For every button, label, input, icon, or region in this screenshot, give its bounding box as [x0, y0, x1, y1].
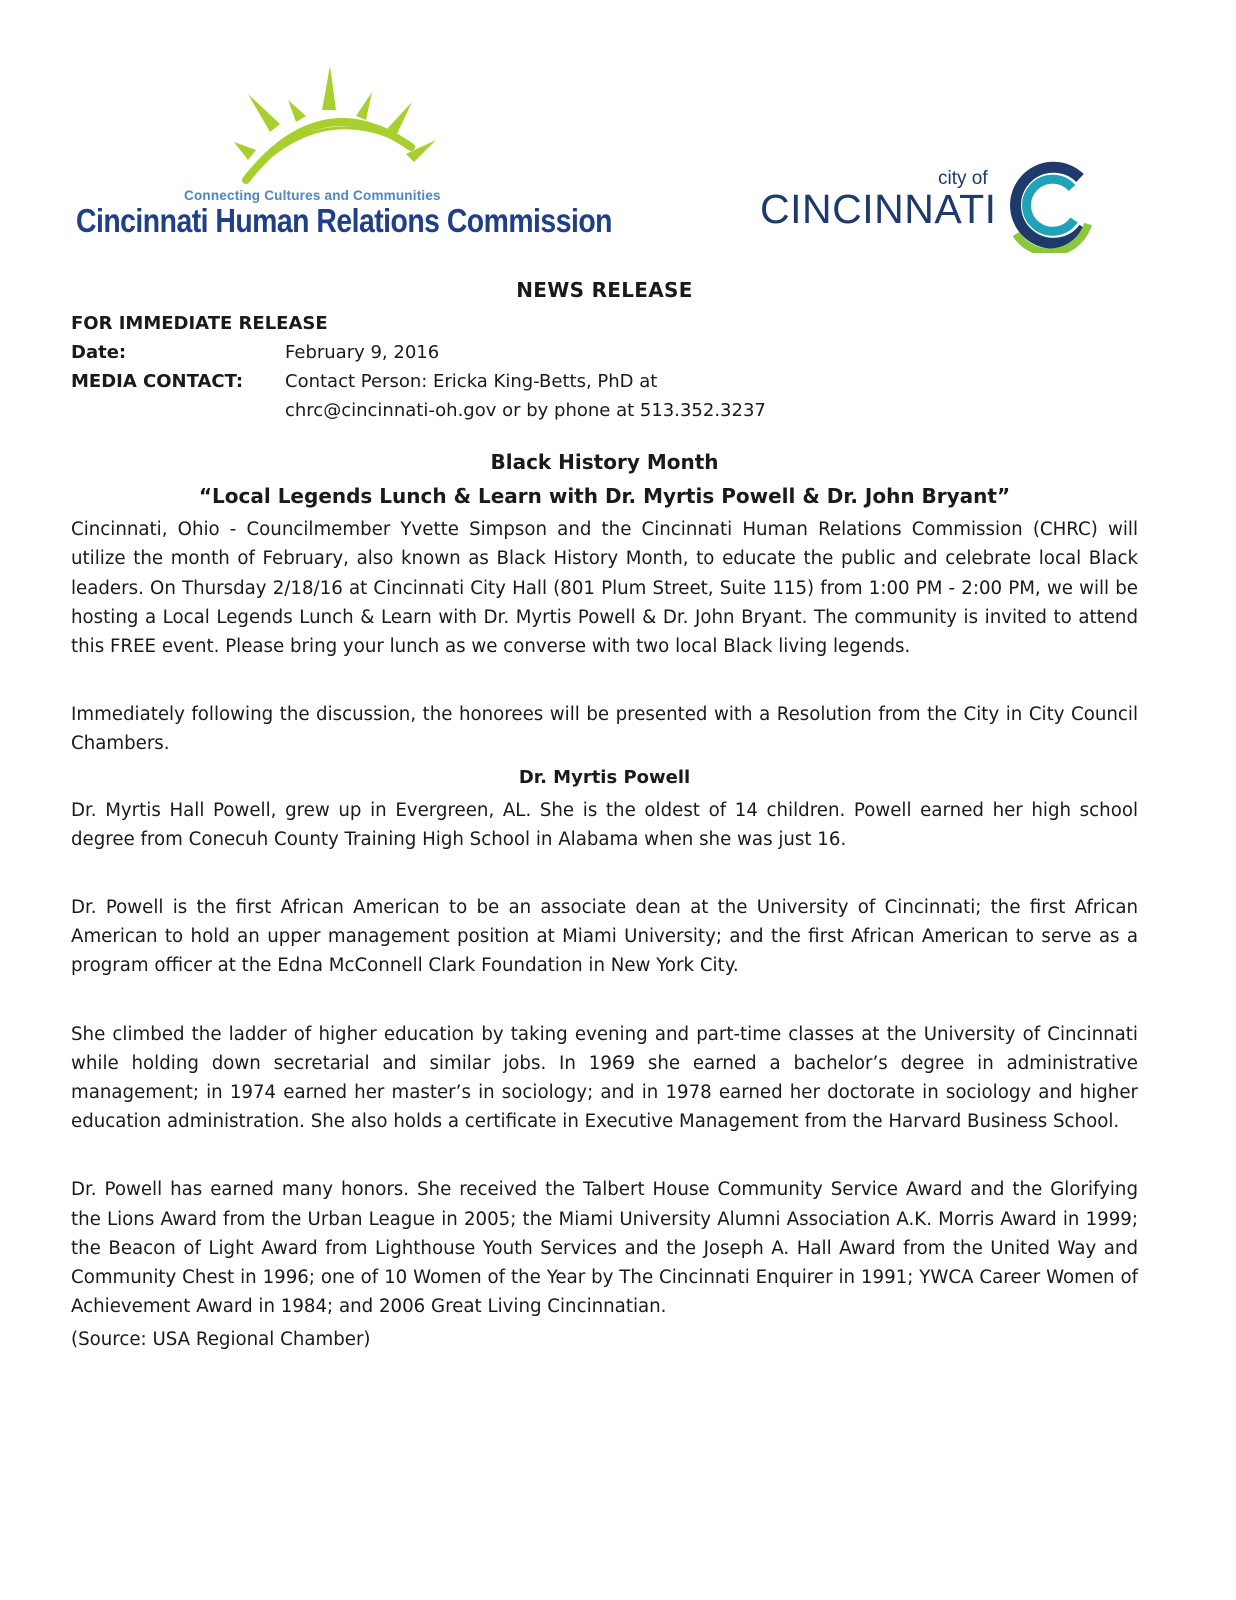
- paragraph-background: Dr. Myrtis Hall Powell, grew up in Evergreen, AL. She is the oldest of 14 children. Powell earned her high school degree from Conecuh County Training High School in Alabama when she was just 16.: [71, 799, 1138, 850]
- city-name: CINCINNATI: [760, 186, 997, 232]
- source-citation: (Source: USA Regional Chamber): [71, 1329, 371, 1351]
- paragraph-firsts: Dr. Powell is the first African American to be an associate dean at the University of Cincinnati; the first African American to hold an upper management position at Miami University; and the first African American to serve as a program officer at the Edna McConnell Clark Foundation in New York City.: [71, 897, 1138, 977]
- chrc-tagline: Connecting Cultures and Communities: [184, 188, 441, 203]
- city-logo: [760, 158, 1100, 258]
- date-label: Date:: [71, 342, 127, 364]
- chrc-name: Cincinnati Human Relations Commission: [76, 202, 612, 239]
- media-contact-row: [71, 367, 1138, 425]
- date-value: February 9, 2016: [285, 342, 440, 364]
- news-release-document: [71, 276, 1138, 1355]
- section-heading-powell: Dr. Myrtis Powell: [518, 766, 691, 788]
- media-contact-label: MEDIA CONTACT:: [71, 371, 244, 393]
- article-subtitle: “Local Legends Lunch & Learn with Dr. Myrtis Powell & Dr. John Bryant”: [198, 484, 1011, 509]
- immediate-release-label: FOR IMMEDIATE RELEASE: [71, 313, 328, 335]
- city-c-icon: [998, 158, 1098, 253]
- contact-person: Contact Person: Ericka King-Betts, PhD at: [285, 371, 658, 393]
- paragraph-education: She climbed the ladder of higher education by taking evening and part-time classes at the University of Cincinnati while holding down secretarial and similar jobs. In 1969 she earned a bachelor’s degree in administrative management; in 1974 earned her master’s in sociology; and in 1978 earned her doctorate in sociology and higher education administration. She also holds a certificate in Executive Management from the Harvard Business School.: [71, 1023, 1138, 1133]
- media-contact-value: [285, 367, 1138, 425]
- sun-icon: [226, 62, 496, 187]
- chrc-logo: [76, 62, 612, 247]
- date-row: [71, 338, 1138, 367]
- paragraph-intro: Cincinnati, Ohio - Councilmember Yvette Simpson and the Cincinnati Human Relations Commission (CHRC) will utilize the month of February, also known as Black History Month, to educate the public and celebrate local Black leaders. On Thursday 2/18/16 at Cincinnati City Hall (801 Plum Street, Suite 115) from 1:00 PM - 2:00 PM, we will be hosting a Local Legends Lunch & Learn with Dr. Myrtis Powell & Dr. John Bryant. The community is invited to attend this FREE event. Please bring your lunch as we converse with two local Black living legends.: [71, 519, 1138, 658]
- city-of-label: city of: [938, 168, 988, 189]
- article-title: Black History Month: [490, 450, 719, 475]
- contact-email-phone: chrc@cincinnati-oh.gov or by phone at 513.352.3237: [285, 400, 766, 422]
- paragraph-resolution: Immediately following the discussion, the honorees will be presented with a Resolution from the City in City Council Chambers.: [71, 704, 1138, 755]
- paragraph-honors: Dr. Powell has earned many honors. She received the Talbert House Community Service Award and the Glorifying the Lions Award from the Urban League in 2005; the Miami University Alumni Association A.K. Morris Award in 1999; the Beacon of Light Award from Lighthouse Youth Services and the Joseph A. Hall Award from the United Way and Community Chest in 1996; one of 10 Women of the Year by The Cincinnati Enquirer in 1991; YWCA Career Women of Achievement Award in 1984; and 2006 Great Living Cincinnatian.: [71, 1179, 1138, 1318]
- news-release-title: NEWS RELEASE: [516, 278, 693, 302]
